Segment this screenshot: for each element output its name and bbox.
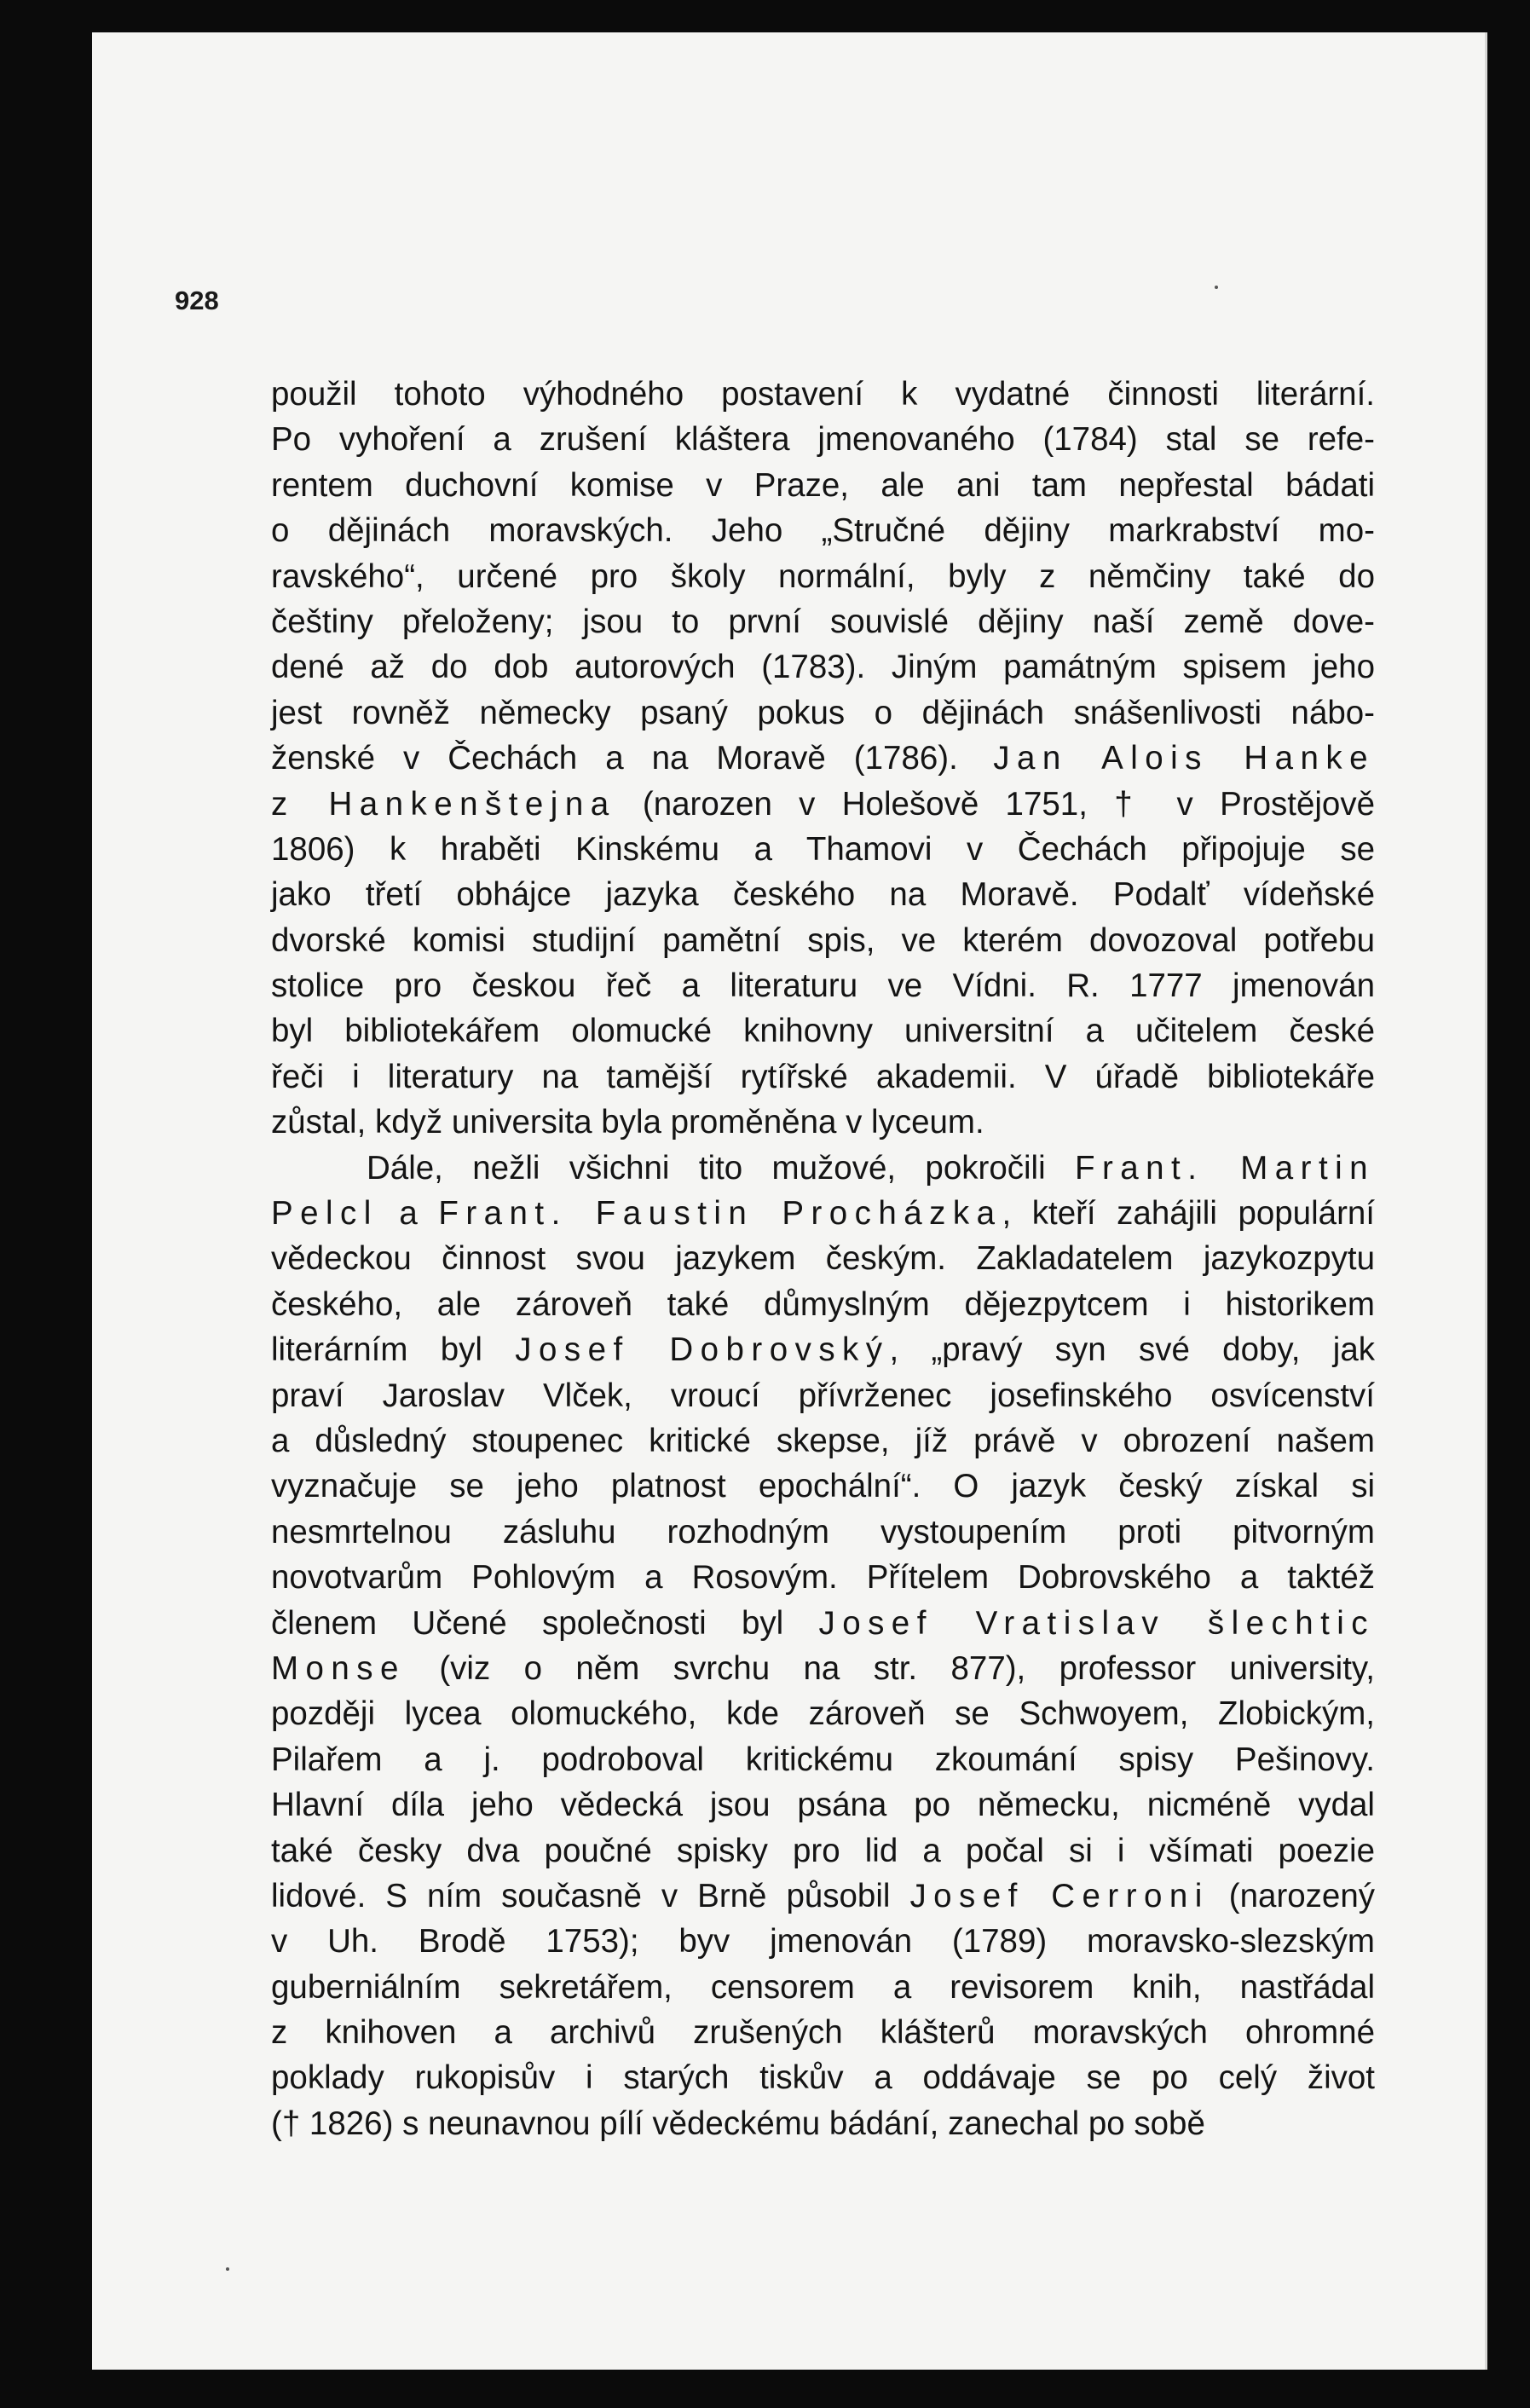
text-line — [271, 2101, 1375, 2146]
text-segment: vyznačuje se jeho platnost epochální“. O jazyk český získal si — [271, 1468, 1375, 1505]
text-segment: zůstal, když universita byla proměněna v lyceum. — [271, 1104, 984, 1141]
text-segment: Po vyhoření a zrušení kláštera jmenovaného (1784) stal se refe- — [271, 421, 1375, 459]
text-line — [271, 1874, 1375, 1919]
spaced-name: Josef Vratislav šlechtic — [818, 1604, 1375, 1642]
text-line — [271, 1236, 1375, 1281]
text-line — [271, 1100, 1375, 1145]
text-line — [271, 417, 1375, 462]
text-line — [271, 1646, 1375, 1691]
text-line — [271, 736, 1375, 781]
text-line — [271, 963, 1375, 1008]
text-segment: v Uh. Brodě 1753); byv jmenován (1789) moravsko-slezským — [271, 1923, 1375, 1960]
text-segment: také česky dva poučné spisky pro lid a počal si i všímati poezie — [271, 1832, 1375, 1869]
text-segment: ženské v Čechách a na Moravě (1786). — [271, 740, 958, 777]
text-segment: novotvarům Pohlovým a Rosovým. Přítelem Dobrovského a taktéž — [271, 1559, 1375, 1597]
text-segment: jako třetí obhájce jazyka českého na Moravě. Podalť vídeňské — [271, 876, 1375, 914]
text-line — [271, 872, 1375, 917]
text-line — [271, 782, 1375, 827]
text-segment: praví Jaroslav Vlček, vroucí přívrženec josefinského osvícenství — [271, 1377, 1375, 1414]
paragraph — [271, 1146, 1375, 2147]
text-line — [271, 1373, 1375, 1418]
text-segment: (narozený — [1209, 1877, 1375, 1914]
text-segment: literárním byl — [271, 1331, 516, 1369]
text-segment: dené až do dob autorových (1783). Jiným památným spisem jeho — [271, 649, 1375, 686]
spaced-name: Josef Dobrovský — [515, 1331, 890, 1369]
text-line — [271, 1327, 1375, 1372]
page-number: 928 — [175, 286, 219, 315]
text-segment: později lycea olomuckého, kde zároveň se Schwoyem, Zlobickým, — [271, 1695, 1375, 1733]
spaced-name: z Hankenštejna — [271, 785, 616, 823]
text-segment: Hlavní díla jeho vědecká jsou psána po německu, nicméně vydal — [271, 1787, 1375, 1824]
text-line — [271, 1919, 1375, 1964]
text-line — [271, 1282, 1375, 1327]
spaced-name: Frant. Faustin Procházka — [438, 1195, 1002, 1233]
text-line — [271, 599, 1375, 644]
page-speck — [226, 2267, 229, 2271]
spaced-name: Monse — [271, 1649, 406, 1687]
spaced-name: Pelcl — [271, 1195, 378, 1233]
body-text — [271, 372, 1375, 2146]
text-line — [271, 1510, 1375, 1555]
text-segment: češtiny přeloženy; jsou to první souvislé dějiny naší země dove- — [271, 603, 1375, 640]
text-segment: 1806) k hraběti Kinskému a Thamovi v Čechách připojuje se — [271, 830, 1375, 868]
text-line — [271, 2055, 1375, 2100]
spaced-name: Jan Alois Hanke — [957, 740, 1376, 777]
text-segment: , kteří zahájili populární — [1002, 1195, 1375, 1233]
text-line — [271, 1782, 1375, 1828]
text-line — [271, 1601, 1375, 1646]
text-line — [271, 2010, 1375, 2055]
text-line — [271, 644, 1375, 690]
text-segment: guberniálním sekretářem, censorem a revisorem knih, nastřádal — [271, 1968, 1375, 2006]
text-segment: vědeckou činnost svou jazykem českým. Zakladatelem jazykozpytu — [271, 1240, 1375, 1278]
text-segment: z knihoven a archivů zrušených klášterů moravských ohromné — [271, 2014, 1375, 2052]
text-line — [271, 1828, 1375, 1874]
text-segment: Dále, nežli všichni tito mužové, pokročili — [367, 1149, 1076, 1187]
text-segment: poklady rukopisův i starých tiskův a oddávaje se po celý život — [271, 2059, 1375, 2097]
text-segment: nesmrtelnou zásluhu rozhodným vystoupením proti pitvorným — [271, 1513, 1375, 1550]
text-line — [271, 508, 1375, 553]
text-line — [271, 463, 1375, 508]
text-line — [271, 1737, 1375, 1782]
text-segment: , „pravý syn své doby, jak — [889, 1331, 1375, 1369]
text-segment: († 1826) s neunavnou pílí vědeckému bádání, zanechal po sobě — [271, 2105, 1205, 2142]
text-segment: stolice pro českou řeč a literaturu ve Vídni. R. 1777 jmenován — [271, 967, 1375, 1005]
text-segment: byl bibliotekářem olomucké knihovny universitní a učitelem české — [271, 1013, 1375, 1050]
text-line — [271, 1691, 1375, 1736]
text-segment: řeči i literatury na tamější rytířské akademii. V úřadě bibliotekáře — [271, 1058, 1375, 1095]
text-line — [271, 1146, 1375, 1191]
text-line — [271, 918, 1375, 963]
text-line — [271, 1418, 1375, 1464]
text-line — [271, 1965, 1375, 2010]
text-line — [271, 554, 1375, 599]
text-segment: a důsledný stoupenec kritické skepse, jíž právě v obrození našem — [271, 1422, 1375, 1459]
spaced-name: Frant. Martin — [1075, 1149, 1376, 1187]
text-segment: českého, ale zároveň také důmyslným dějezpytcem i historikem — [271, 1285, 1375, 1323]
text-line — [271, 1054, 1375, 1100]
text-segment: (viz o něm svrchu na str. 877), professor university, — [405, 1649, 1375, 1687]
text-segment: ravského“, určené pro školy normální, byly z němčiny také do — [271, 557, 1375, 595]
text-segment: použil tohoto výhodného postavení k vydatné činnosti literární. — [271, 376, 1375, 413]
text-line — [271, 827, 1375, 872]
text-line — [271, 372, 1375, 417]
page-speck — [1215, 286, 1218, 289]
text-line — [271, 690, 1375, 736]
paragraph — [271, 372, 1375, 1146]
text-segment: rentem duchovní komise v Praze, ale ani tam nepřestal bádati — [271, 466, 1375, 504]
text-segment: členem Učené společnosti byl — [271, 1604, 819, 1642]
text-segment: lidové. S ním současně v Brně působil — [271, 1877, 910, 1914]
text-line — [271, 1008, 1375, 1054]
text-line — [271, 1464, 1375, 1509]
text-segment: jest rovněž německy psaný pokus o dějinách snášenlivosti nábo- — [271, 694, 1375, 731]
text-segment: (narozen v Holešově 1751, † v Prostějově — [615, 785, 1376, 823]
text-line — [271, 1191, 1375, 1236]
text-line — [271, 1555, 1375, 1600]
text-segment: a — [378, 1195, 439, 1233]
text-segment: o dějinách moravských. Jeho „Stručné dějiny markrabství mo- — [271, 512, 1375, 550]
text-segment: Pilařem a j. podroboval kritickému zkoumání spisy Pešinovy. — [271, 1741, 1375, 1778]
text-segment: dvorské komisi studijní pamětní spis, ve kterém dovozoval potřebu — [271, 921, 1375, 959]
spaced-name: Josef Cerroni — [909, 1877, 1210, 1914]
